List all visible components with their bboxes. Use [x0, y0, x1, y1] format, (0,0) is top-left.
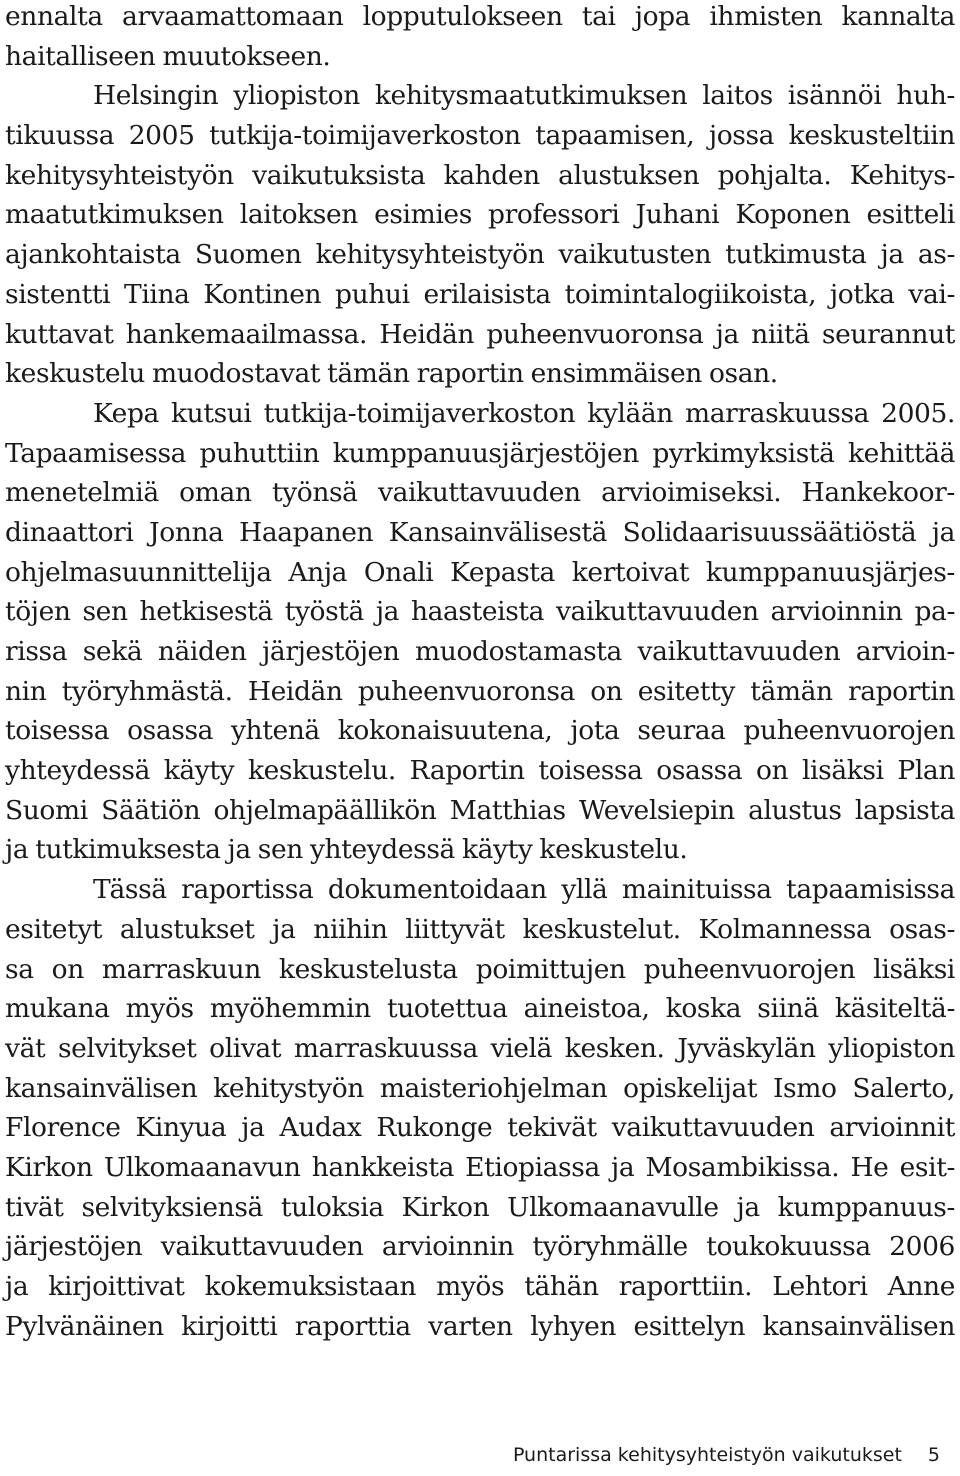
text-line: Suomi Säätiön ohjelmapäällikön Matthias Wevelsiepin alustus lapsista — [5, 794, 955, 826]
body-text — [5, 0, 955, 1346]
text-line: nin työryhmästä. Heidän puheenvuoronsa on esitetty tämän raportin — [5, 675, 955, 707]
running-title: Puntarissa kehitysyhteistyön vaikutukset — [512, 1444, 902, 1466]
text-line: keskustelu muodostavat tämän raportin ensimmäisen osan. — [5, 358, 778, 390]
text-line: sa on marraskuun keskustelusta poimittujen puheenvuorojen lisäksi — [5, 953, 955, 985]
text-line: Kepa kutsui tutkija-toimijaverkoston kylään marraskuussa 2005. — [93, 397, 955, 429]
text-line: Florence Kinyua ja Audax Rukonge tekivät vaikuttavuuden arvioinnit — [5, 1112, 955, 1144]
text-line: ja tutkimuksesta ja sen yhteydessä käyty keskustelu. — [5, 834, 688, 866]
text-line: sistentti Tiina Kontinen puhui erilaisista toimintalogiikoista, jotka vai- — [5, 278, 955, 310]
text-line: dinaattori Jonna Haapanen Kansainvälisestä Solidaarisuussäätiöstä ja — [5, 516, 955, 548]
text-line: Kirkon Ulkomaanavun hankkeista Etiopiassa ja Mosambikissa. He esit- — [5, 1151, 955, 1183]
text-line: ennalta arvaamattomaan lopputulokseen tai jopa ihmisten kannalta — [5, 1, 955, 32]
text-line: haitalliseen muutokseen. — [5, 40, 331, 72]
text-line: yhteydessä käyty keskustelu. Raportin toisessa osassa on lisäksi Plan — [5, 755, 955, 787]
text-line: tikuussa 2005 tutkija-toimijaverkoston tapaamisen, jossa keskusteltiin — [5, 120, 955, 152]
text-line: Tässä raportissa dokumentoidaan yllä mainituissa tapaamisissa — [93, 874, 955, 906]
text-line: ja kirjoittivat kokemuksistaan myös tähän raporttiin. Lehtori Anne — [5, 1271, 955, 1302]
text-line: kansainvälisen kehitystyön maisteriohjelman opiskelijat Ismo Salerto, — [5, 1072, 955, 1104]
text-line: kuttavat hankemaailmassa. Heidän puheenvuoronsa ja niitä seurannut — [5, 318, 955, 350]
text-line: esitetyt alustukset ja niihin liittyvät keskustelut. Kolmannessa osas- — [5, 913, 955, 945]
text-line: toisessa osassa yhtenä kokonaisuutena, jota seuraa puheenvuorojen — [5, 715, 955, 747]
text-line: Helsingin yliopiston kehitysmaatutkimuksen laitos isännöi huh- — [93, 80, 955, 112]
text-line: järjestöjen vaikuttavuuden arvioinnin työryhmälle toukokuussa 2006 — [5, 1231, 955, 1263]
page-footer — [0, 1440, 940, 1470]
text-line: menetelmiä oman työnsä vaikuttavuuden arvioimiseksi. Hankekoor- — [5, 477, 955, 509]
text-line: Pylvänäinen kirjoitti raporttia varten lyhyen esittelyn kansainvälisen — [5, 1310, 955, 1342]
text-line: maatutkimuksen laitoksen esimies professori Juhani Koponen esitteli — [5, 199, 955, 231]
text-line: Tapaamisessa puhuttiin kumppanuusjärjestöjen pyrkimyksistä kehittää — [5, 437, 955, 469]
text-line: tivät selvityksiensä tuloksia Kirkon Ulkomaanavulle ja kumppanuus- — [5, 1191, 955, 1223]
page-number: 5 — [927, 1444, 940, 1466]
text-line: kehitysyhteistyön vaikutuksista kahden alustuksen pohjalta. Kehitys- — [5, 159, 955, 191]
text-line: mukana myös myöhemmin tuotettua aineistoa, koska siinä käsiteltä- — [5, 993, 955, 1025]
text-line: ajankohtaista Suomen kehitysyhteistyön vaikutusten tutkimusta ja as- — [5, 239, 955, 271]
text-line: ohjelmasuunnittelija Anja Onali Kepasta kertoivat kumppanuusjärjes- — [5, 556, 955, 588]
text-line: rissa sekä näiden järjestöjen muodostamasta vaikuttavuuden arvioin- — [5, 636, 955, 667]
text-line: töjen sen hetkisestä työstä ja haasteista vaikuttavuuden arvioinnin pa- — [5, 596, 955, 628]
text-line: vät selvitykset olivat marraskuussa vielä kesken. Jyväskylän yliopiston — [5, 1032, 955, 1064]
